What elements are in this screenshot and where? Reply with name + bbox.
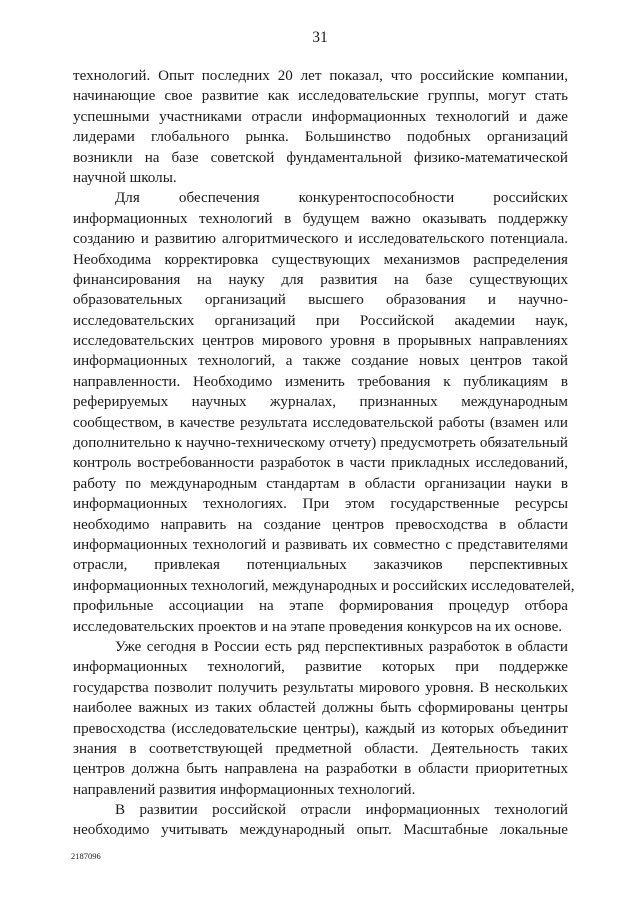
text-line: контроль востребованности разработок в части прикладных исследований, — [73, 455, 568, 472]
text-line: необходимо учитывать международный опыт. Масштабные локальные — [73, 822, 568, 839]
document-code: 2187096 — [71, 851, 101, 861]
text-line: исследовательских организаций при Российской академии наук, — [73, 312, 568, 329]
text-line: информационных технологий, развитие которых при поддержке — [73, 659, 568, 676]
text-line: знания в соответствующей предметной области. Деятельность таких — [73, 740, 568, 757]
text-line: исследовательских проектов и на этапе проведения конкурсов на их основе. — [73, 618, 563, 635]
text-line: наиболее важных из таких областей должны быть сформированы центры — [73, 700, 568, 717]
paragraph-3 — [73, 637, 568, 800]
text-line: В развитии российской отрасли информационных технологий — [115, 802, 568, 819]
text-line: финансирования на науку для развития на базе существующих — [73, 271, 568, 288]
paragraph-4 — [73, 800, 568, 841]
text-line: государства позволит получить результаты мирового уровня. В нескольких — [73, 679, 568, 696]
text-line: направленности. Необходимо изменить требования к публикациям в — [73, 373, 568, 390]
text-line: информационных технологий в будущем важно оказывать поддержку — [73, 210, 568, 227]
text-line: научной школы. — [73, 169, 177, 186]
text-line: исследовательских центров мирового уровня в прорывных направлениях — [73, 333, 568, 350]
text-line: центров должна быть направлена на разработки в области приоритетных — [73, 761, 568, 778]
text-line: начинающие свое развитие как исследовательские группы, могут стать — [73, 88, 568, 105]
text-line: необходимо направить на создание центров превосходства в области — [73, 516, 568, 533]
text-line: работу по международным стандартам в области организации науки в — [73, 475, 568, 492]
text-line: направлений развития информационных технологий. — [73, 781, 416, 798]
document-body — [73, 66, 575, 841]
text-line: технологий. Опыт последних 20 лет показал, что российские компании, — [73, 68, 568, 84]
text-line: информационных технологиях. При этом государственные ресурсы — [73, 496, 568, 513]
paragraph-2 — [73, 188, 575, 637]
text-line: профильные ассоциации на этапе формирования процедур отбора — [73, 598, 568, 615]
text-line: информационных технологий, международных и российских исследователей, — [73, 577, 575, 594]
text-line: возникли на базе советской фундаментальной физико-математической — [73, 149, 568, 166]
page-number: 31 — [312, 29, 328, 46]
text-line: информационных технологий, а также создание новых центров такой — [73, 353, 568, 370]
text-line: Для обеспечения конкурентоспособности российских — [115, 190, 568, 207]
text-line: превосходства (исследовательские центры), каждый из которых объединит — [73, 720, 568, 737]
text-line: лидерами глобального рынка. Большинство подобных организаций — [73, 129, 568, 146]
text-line: отрасли, привлекая потенциальных заказчиков перспективных — [73, 557, 568, 574]
text-line: информационных технологий и развивать их совместно с представителями — [73, 536, 568, 553]
text-line: Необходима корректировка существующих механизмов распределения — [73, 251, 568, 268]
text-line: реферируемых научных журналах, признанных международным — [73, 394, 568, 411]
text-line: дополнительно к научно-техническому отчету) предусмотреть обязательный — [73, 435, 568, 452]
text-line: Уже сегодня в России есть ряд перспективных разработок в области — [115, 638, 568, 655]
text-line: сообществом, в качестве результата исследовательской работы (взамен или — [73, 414, 568, 431]
text-line: успешными участниками отрасли информационных технологий и даже — [73, 108, 568, 125]
text-line: образовательных организаций высшего образования и научно- — [73, 292, 568, 309]
paragraph-1 — [73, 66, 568, 188]
text-line: созданию и развитию алгоритмического и исследовательского потенциала. — [73, 231, 568, 248]
